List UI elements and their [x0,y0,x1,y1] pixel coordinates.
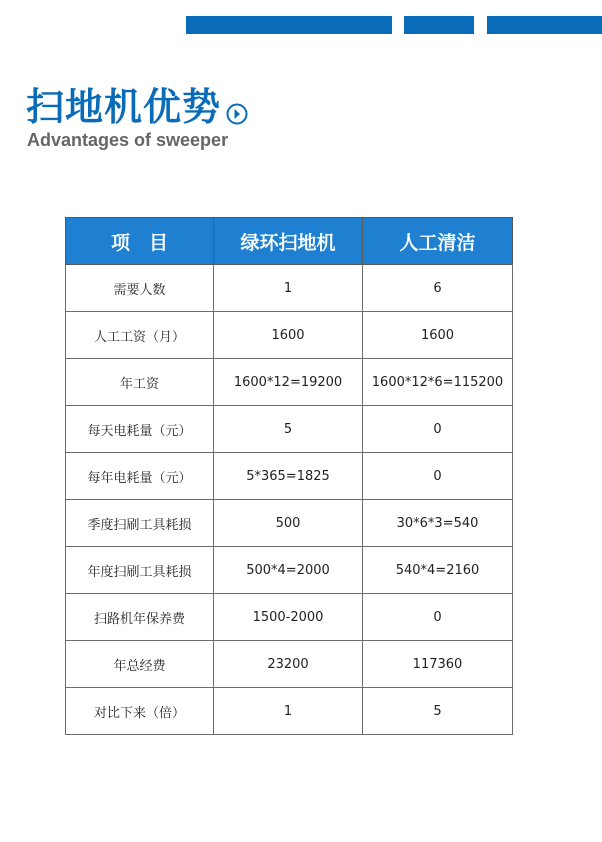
manual-value: 0 [363,594,513,641]
table-row [66,688,513,735]
top-decor-bar [404,16,474,34]
sweeper-value: 1600 [214,312,363,359]
table-row [66,359,513,406]
sweeper-value: 5 [214,406,363,453]
table-row [66,406,513,453]
column-header: 人工清洁 [363,218,513,265]
table-row [66,312,513,359]
manual-value: 6 [363,265,513,312]
table-row [66,265,513,312]
top-decor-bar [487,16,602,34]
top-decor-bar [186,16,392,34]
page-title: 扫地机优势 [26,84,222,129]
sweeper-value: 1600*12=19200 [214,359,363,406]
table-row [66,547,513,594]
row-label: 每天电耗量（元） [66,406,214,453]
sweeper-value: 1 [214,265,363,312]
manual-value: 5 [363,688,513,735]
row-label: 每年电耗量（元） [66,453,214,500]
sweeper-value: 23200 [214,641,363,688]
row-label: 需要人数 [66,265,214,312]
table-row [66,500,513,547]
row-label: 扫路机年保养费 [66,594,214,641]
sweeper-value: 1500-2000 [214,594,363,641]
table-row [66,594,513,641]
sweeper-value: 500 [214,500,363,547]
row-label: 年总经费 [66,641,214,688]
row-label: 对比下来（倍） [66,688,214,735]
row-label: 人工工资（月） [66,312,214,359]
sweeper-value: 500*4=2000 [214,547,363,594]
row-label: 季度扫刷工具耗损 [66,500,214,547]
column-header: 绿环扫地机 [214,218,363,265]
table-header-row [66,218,513,265]
manual-value: 0 [363,453,513,500]
row-label: 年度扫刷工具耗损 [66,547,214,594]
sweeper-value: 1 [214,688,363,735]
table-row [66,453,513,500]
table-row [66,641,513,688]
comparison-table [65,217,513,735]
manual-value: 1600 [363,312,513,359]
column-header: 项 目 [66,218,214,265]
manual-value: 540*4=2160 [363,547,513,594]
manual-value: 117360 [363,641,513,688]
sweeper-value: 5*365=1825 [214,453,363,500]
manual-value: 30*6*3=540 [363,500,513,547]
manual-value: 0 [363,406,513,453]
row-label: 年工资 [66,359,214,406]
page-subtitle: Advantages of sweeper [27,130,229,150]
manual-value: 1600*12*6=115200 [363,359,513,406]
chevron-right-circle-icon [226,103,248,125]
